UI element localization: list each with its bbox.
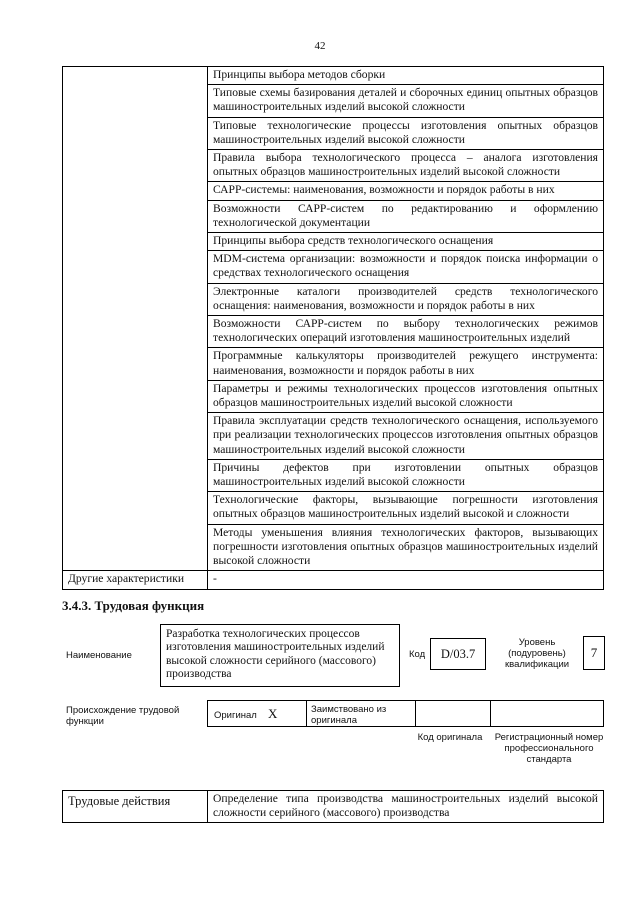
qualification-level-label: Уровень (подуровень) квалификации [505, 637, 570, 670]
reg-number-cell [490, 700, 604, 727]
other-characteristics-label: Другие характеристики [63, 571, 208, 589]
labor-actions-row [63, 791, 604, 823]
code-label: Код [409, 649, 426, 660]
knowledge-item: Правила выбора технологического процесса – аналога изготовления опытных образцов машиностроительных изделий высокой сложности [208, 150, 604, 182]
knowledge-item: Типовые технологические процессы изготовления опытных образцов машиностроительных изделий высокой сложности [208, 117, 604, 149]
knowledge-item: Принципы выбора методов сборки [208, 67, 604, 85]
section-title: 3.4.3. Трудовая функция [62, 598, 205, 613]
knowledge-row [63, 67, 604, 85]
knowledge-item: Принципы выбора средств технологического оснащения [208, 233, 604, 251]
knowledge-item: САРР-системы: наименования, возможности и порядок работы в них [208, 182, 604, 200]
name-value: Разработка технологических процессов изготовления машиностроительных изделий высокой сложности серийного (массового) производства [160, 624, 400, 687]
labor-actions-label: Трудовые действия [63, 791, 208, 823]
reg-number-label: Регистрационный номер профессионального стандарта [494, 732, 604, 765]
page-number: 42 [314, 40, 326, 52]
knowledge-item: Параметры и режимы технологических процессов изготовления опытных образцов машиностроительных изделий высокой сложности [208, 380, 604, 412]
origin-label: Происхождение трудовой функции [66, 705, 180, 727]
code-value: D/03.7 [430, 638, 486, 670]
knowledge-item: Возможности САРР-систем по выбору технологических режимов технологических операций изготовления машиностроительных изделий [208, 316, 604, 348]
knowledge-item: Правила эксплуатации средств технологического оснащения, используемого при реализации технологических процессов изготовления опытных образцов машиностроительных изделий высокой сложности [208, 413, 604, 460]
name-label: Наименование [66, 650, 132, 661]
knowledge-item: Методы уменьшения влияния технологических факторов, вызывающих погрешности изготовления опытных образцов машиностроительных изделий высокой сложности [208, 524, 604, 571]
other-characteristics-row [63, 571, 604, 589]
origin-row [207, 700, 604, 727]
code-original-label: Код оригинала [417, 732, 483, 743]
knowledge-label-cell [63, 67, 208, 571]
qualification-level-value: 7 [583, 636, 605, 670]
requirements-table [62, 66, 604, 590]
original-label: Оригинал [214, 710, 257, 721]
labor-actions-table [62, 790, 604, 823]
knowledge-item: Технологические факторы, вызывающие погрешности изготовления опытных образцов машиностроительных изделий высокой и сложности [208, 492, 604, 524]
original-mark: X [268, 706, 278, 721]
borrowed-label: Заимствовано из оригинала [311, 704, 387, 726]
original-cell [207, 700, 307, 727]
code-original-cell [415, 700, 491, 727]
knowledge-item: Типовые схемы базирования деталей и сборочных единиц опытных образцов машиностроительных изделий высокой сложности [208, 85, 604, 117]
knowledge-item: Программные калькуляторы производителей режущего инструмента: наименования, возможности и порядок работы в них [208, 348, 604, 380]
requirements-table-body [63, 67, 604, 590]
knowledge-item: MDM-система организации: возможности и порядок поиска информации о средствах технологического оснащения [208, 251, 604, 283]
labor-actions-value: Определение типа производства машиностроительных изделий высокой сложности серийного (массового) производства [208, 791, 604, 823]
knowledge-item: Причины дефектов при изготовлении опытных образцов машиностроительных изделий высокой сложности [208, 459, 604, 491]
borrowed-cell [306, 700, 416, 727]
knowledge-item: Возможности САРР-систем по редактированию и оформлению технологической документации [208, 200, 604, 232]
knowledge-item: Электронные каталоги производителей средств технологического оснащения: наименования, возможности и порядок работы в них [208, 283, 604, 315]
other-characteristics-value: - [208, 571, 604, 589]
